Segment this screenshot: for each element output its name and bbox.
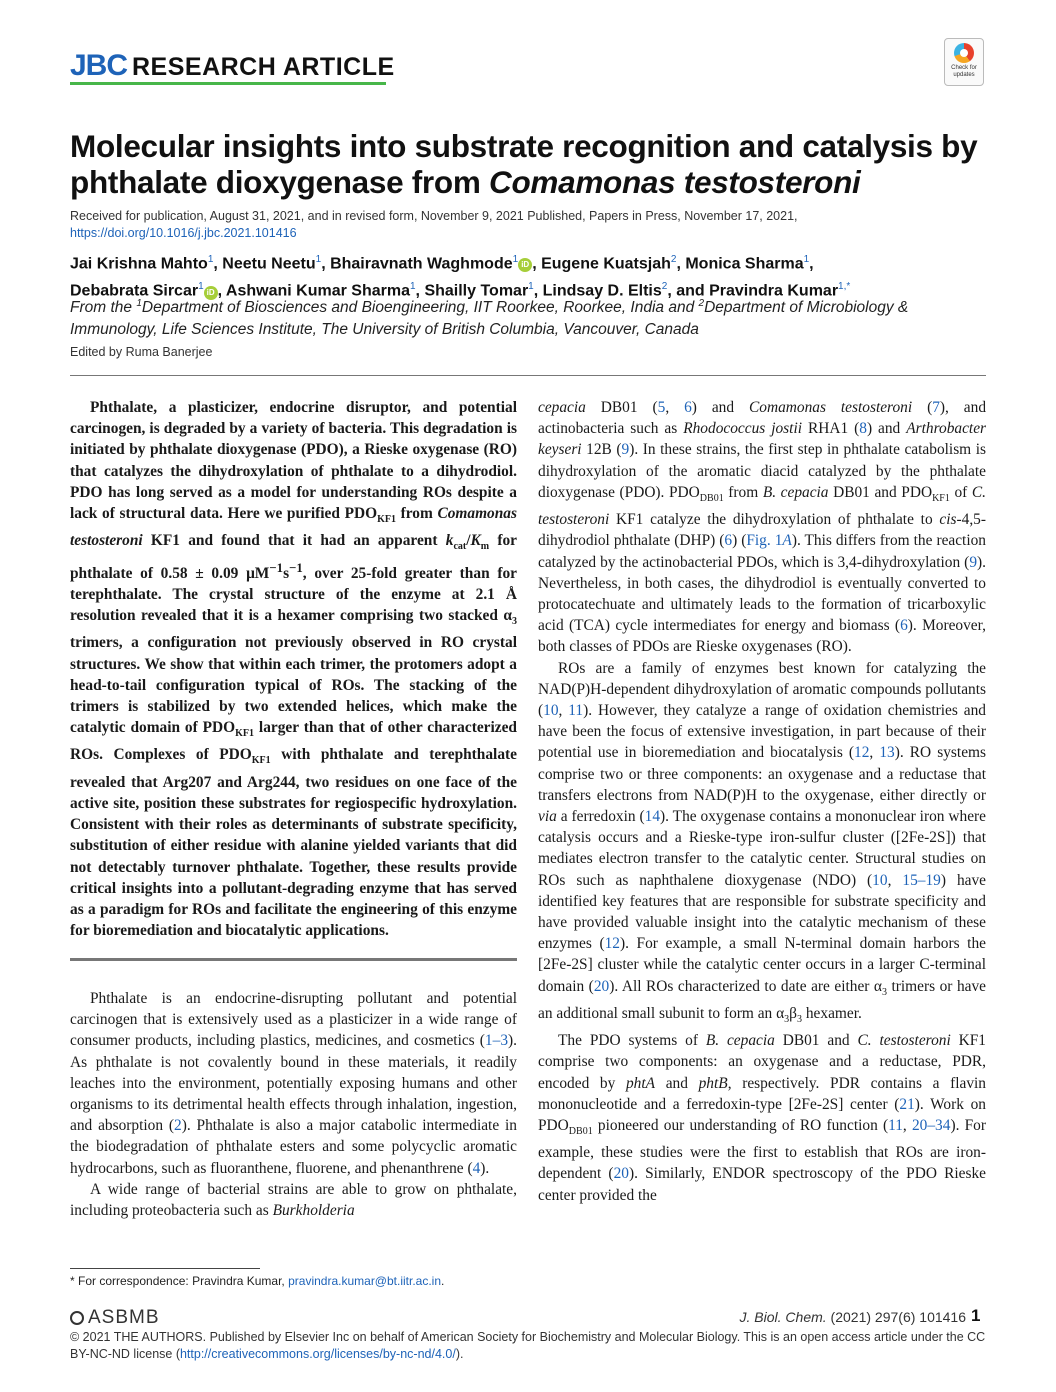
check-updates-label: Check for updates: [951, 65, 977, 78]
copyright-notice: © 2021 THE AUTHORS. Published by Elsevier Inc on behalf of American Society for Biochemistry and Molecular Biology. This is an open access article under the CC BY-NC-ND license (http://creativecommons.org/licenses/by-nc-nd/4.0/).: [70, 1330, 986, 1361]
check-for-updates-badge[interactable]: [944, 38, 984, 86]
affiliations: From the $^1$Department of Biosciences and Bioengineering, IIT Roorkee, Roorkee, India and $^2$Department of Microbiology & Immunology, Life Sciences Institute, The University of British Columbia, Vancouver, Canada: [70, 298, 909, 339]
author[interactable]: Monica Sharma: [685, 255, 804, 273]
email-link[interactable]: pravindra.kumar@bt.iitr.ac.in: [288, 1274, 442, 1288]
author[interactable]: Neetu Neetu: [222, 255, 316, 273]
page-number: 1: [971, 1306, 981, 1325]
author[interactable]: Lindsay D. Eltis: [542, 282, 662, 300]
license-link[interactable]: http://creativecommons.org/licenses/by-nc-nd/4.0/: [179, 1347, 456, 1361]
section-label: RESEARCH ARTICLE: [132, 53, 395, 81]
author[interactable]: Jai Krishna Mahto: [70, 255, 208, 273]
orcid-icon[interactable]: iD: [204, 286, 218, 300]
crossmark-icon: [954, 43, 974, 63]
header-rule: [70, 82, 386, 85]
author[interactable]: Pravindra Kumar: [709, 282, 839, 300]
orcid-icon[interactable]: iD: [518, 258, 532, 272]
jbc-logo[interactable]: JBC: [70, 49, 128, 82]
correspondence-footnote: * For correspondence: Pravindra Kumar, pravindra.kumar@bt.iitr.ac.in.: [70, 1274, 445, 1288]
asbmb-logo: ASBMB: [70, 1307, 160, 1329]
doi-link[interactable]: https://doi.org/10.1016/j.jbc.2021.101416: [70, 226, 297, 240]
author[interactable]: Bhairavnath Waghmode: [330, 255, 513, 273]
author[interactable]: Debabrata Sircar: [70, 282, 199, 300]
edited-by: Edited by Ruma Banerjee: [70, 345, 213, 359]
divider: [70, 375, 986, 376]
introduction-left: Phthalate is an endocrine-disrupting pollutant and potential carcinogen that is extensively used as a plasticizer in a wide range of consumer products, including plastics, medicines, and cosmetics (1–3). As phthalate is not covalently bound in these materials, it readily leaches into the environment, potentially exposing humans and other organisms to its detrimental health effects through inhalation, ingestion, and absorption (2). Phthalate is also a major catabolic intermediate in the biodegradation of phthalate esters and some polycyclic aromatic hydrocarbons, such as fluoranthene, fluorene, and phenanthrene (4). A wide range of bacterial strains are able to grow on phthalate, including proteobacteria such as Burkholderia: [70, 990, 517, 1220]
author[interactable]: Ashwani Kumar Sharma: [225, 282, 410, 300]
introduction-right: cepacia DB01 (5, 6) and Comamonas testosteroni (7), and actinobacteria such as Rhodococcus jostii RHA1 (8) and Arthrobacter keyseri 12B (9). In these strains, the first step in phthalate catabolism is dihydroxylation of the aromatic diacid catalyzed by the phthalate dioxygenase (PDO). $PDO_{DB01}$ from B. cepacia DB01 and $PDO_{KF1}$ of C. testosteroni KF1 catalyze the dihydroxylation of phthalate to cis-4,5-dihydrodiol phthalate (DHP) (6) (Fig. 1A). This differs from the reaction catalyzed by the actinobacterial PDOs, which is 3,4-dihydroxylation (9). Nevertheless, in both cases, the dihydrodiol is eventually converted to protocatechuate and ultimately leads to the formation of tricarboxylic acid (TCA) cycle intermediates for energy and biomass (6). Moreover, both classes of PDOs are Rieske oxygenases (RO). ROs are a family of enzymes best known for catalyzing the NAD(P)H-dependent dihydroxylation of aromatic compounds pollutants (10, 11). However, they catalyze a range of oxidation chemistries and have been the focus of extensive investigation, in part because of their potential use in bioremediation and biocatalysis (12, 13). RO systems comprise two or three components: an oxygenase and a reductase that transfers electrons from NAD(P)H to the oxygenase, either directly or via a ferredoxin (14). The oxygenase contains a mononuclear iron where catalysis occurs and a Rieske-type iron-sulfur cluster ([2Fe-2S]) that mediates electron transfer to the catalytic center. Structural studies on ROs such as naphthalene dioxygenase (NDO) (10, 15–19) have identified key features that are responsible for substrate specificity and have provided valuable insight into the catalytic mechanism of these enzymes (12). For example, a small N-terminal domain harbors the [2Fe-2S] cluster while the catalytic center occurs in a larger C-terminal domain (20). All ROs characterized to date are either $\alpha_3$ trimers or have an additional small subunit to form an $\alpha_3\beta_3$ hexamer. The PDO systems of B. cepacia DB01 and C. testosteroni KF1 comprise two components: an oxygenase and a reductase, PDR, encoded by phtA and phtB, respectively. PDR contains a flavin mononucleotide and a ferredoxin-type [2Fe-2S] center (21). Work on $PDO_{DB01}$ pioneered our understanding of RO function (11, 20–34). For example, these studies were the first to establish that ROs are iron-dependent (20). Similarly, ENDOR spectroscopy of the PDO Rieske center provided the: [538, 399, 987, 1204]
footnote-rule: [70, 1268, 260, 1269]
author-list: Jai Krishna Mahto$^1$, Neetu Neetu$^1$, Bhairavnath Waghmode$^1$ iD , Eugene Kuatsjah$^2$, Monica Sharma$^1$, Debabrata Sircar$^1$ iD , Ashwani Kumar Sharma$^1$, Shailly Tomar$^1$, Lindsay D. Eltis$^2$, and Pravindra Kumar$^{1,*}$: [70, 254, 851, 300]
journal-header: [70, 50, 986, 92]
journal-citation: J. Biol. Chem. (2021) 297(6) 101416: [739, 1309, 966, 1325]
author[interactable]: Shailly Tomar: [424, 282, 529, 300]
received-dates: Received for publication, August 31, 2021, and in revised form, November 9, 2021 Published, Papers in Press, November 17, 2021, https://doi.org/10.1016/j.jbc.2021.101416: [70, 209, 798, 240]
abstract: Phthalate, a plasticizer, endocrine disruptor, and potential carcinogen, is degraded by a variety of bacteria. This degradation is initiated by phthalate dioxygenase (PDO), a Rieske oxygenase (RO) that catalyzes the dihydroxylation of phthalate to a dihydrodiol. PDO has long served as a model for understanding ROs despite a lack of structural data. Here we purified $PDO_{KF1}$ from Comamonas testosteroni KF1 and found that it had an apparent $k_{cat}/K_m$ for phthalate of 0.58 ± 0.09 $\mu M^{-1}s^{-1}$, over 25-fold greater than for terephthalate. The crystal structure of the enzyme at 2.1 Å resolution revealed that it is a hexamer comprising two stacked $\alpha_3$ trimers, a configuration not previously observed in RO crystal structures. We show that within each trimer, the protomers adopt a head-to-tail configuration typical of ROs. The stacking of the trimers is stabilized by two extended helices, which make the catalytic domain of $PDO_{KF1}$ larger than that of other characterized ROs. Complexes of $PDO_{KF1}$ with phthalate and terephthalate revealed that Arg207 and Arg244, two residues on one face of the active site, position these substrates for regiospecific hydroxylation. Consistent with their roles as determinants of substrate specificity, substitution of either residue with alanine yielded variants that did not detectably turnover phthalate. Together, these results provide critical insights into a pollutant-degrading enzyme that has served as a paradigm for ROs and facilitate the engineering of this enzyme for bioremediation and biocatalytic applications.: [70, 399, 517, 940]
abstract-divider: [70, 958, 517, 961]
article-title: Molecular insights into substrate recognition and catalysis by phthalate dioxygenase from Comamonas testosteroni: [70, 128, 978, 200]
asbmb-mark-icon: [70, 1311, 84, 1325]
author[interactable]: Eugene Kuatsjah: [541, 255, 671, 273]
